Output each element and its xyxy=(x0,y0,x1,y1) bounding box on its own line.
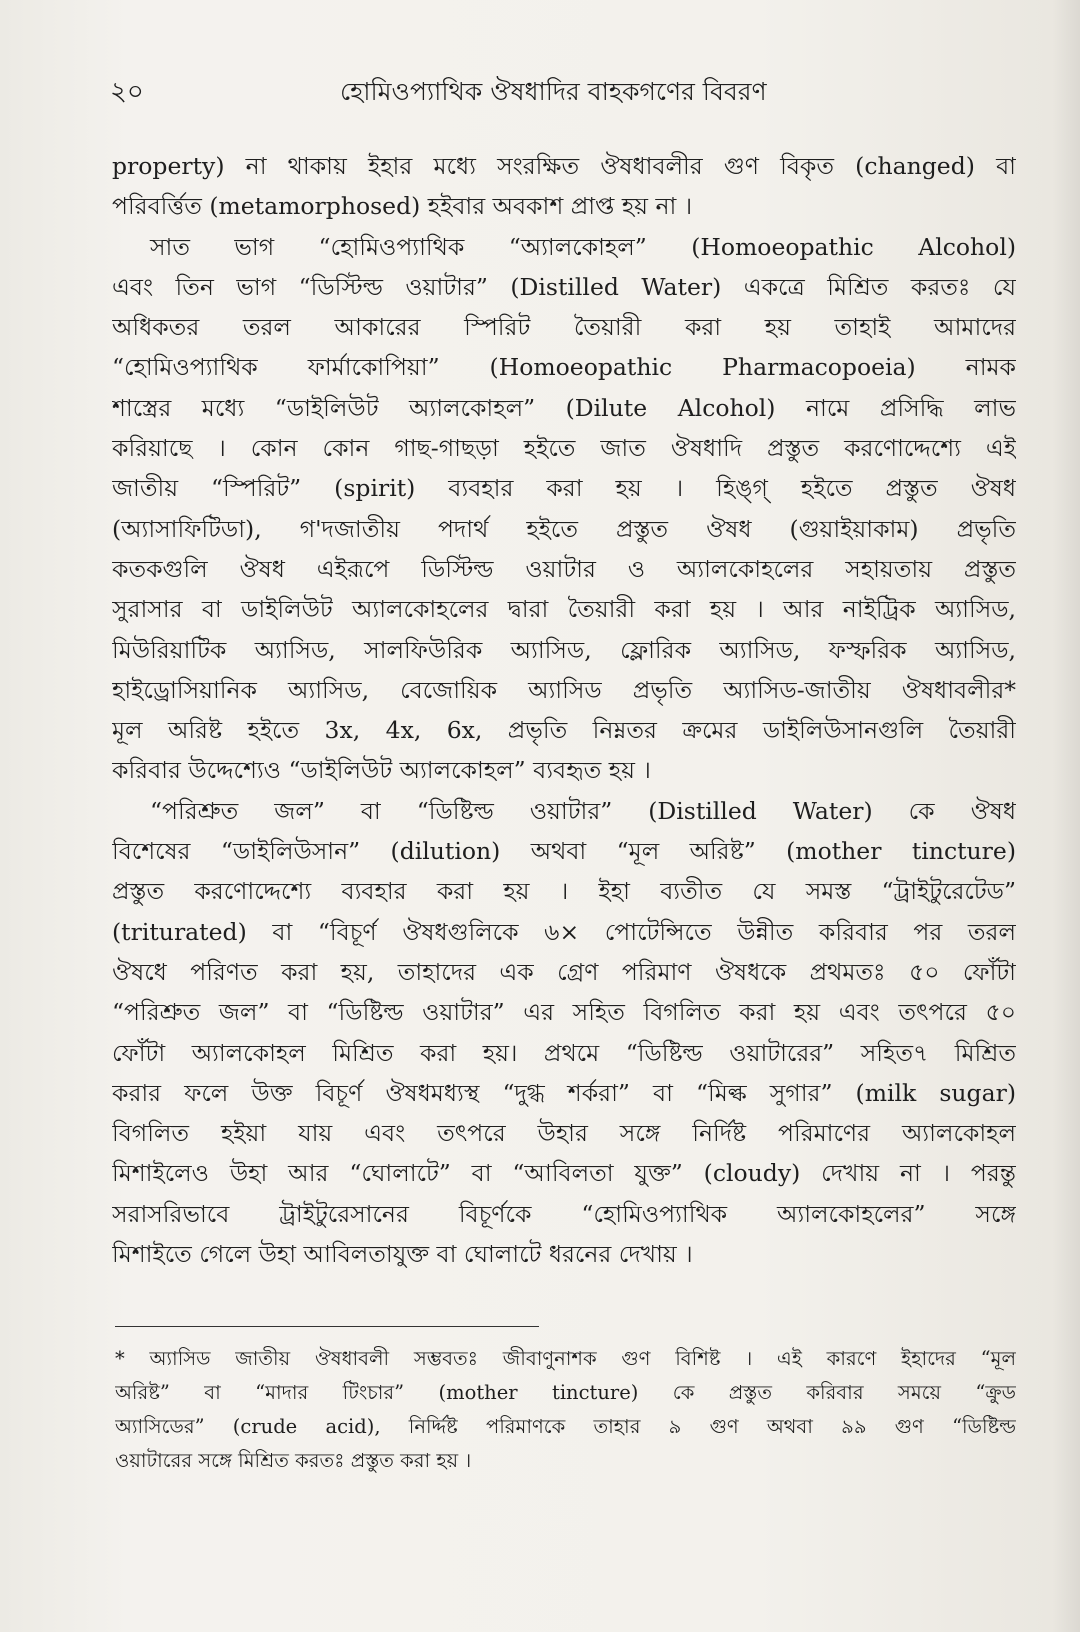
running-head xyxy=(110,72,910,116)
page-edge-shadow xyxy=(1052,0,1080,1632)
page-number: ২০ xyxy=(110,77,144,107)
body-line: মিশাইলেও উহা আর “ঘোলাটে” বা “আবিলতা যুক্ত” (cloudy) দেখায় না । পরন্তু xyxy=(112,1159,1016,1188)
body-line: “পরিশ্রুত জল” বা “ডিষ্টিল্ড ওয়াটার” এর সহিত বিগলিত করা হয় এবং তৎপরে ৫০ xyxy=(112,998,1016,1027)
body-line: বিগলিত হইয়া যায় এবং তৎপরে উহার সঙ্গে নির্দিষ্ট পরিমাণের অ্যালকোহল xyxy=(112,1119,1016,1148)
footnote-line: অ্যাসিডের” (crude acid), নির্দ্দিষ্ট পরিমাণকে তাহার ৯ গুণ অথবা ৯৯ গুণ “ডিষ্টিল্ড xyxy=(115,1415,1016,1438)
body-line: এবং তিন ভাগ “ডিস্টিল্ড ওয়াটার” (Distilled Water) একত্রে মিশ্রিত করতঃ যে xyxy=(112,272,1016,301)
body-line: সরাসরিভাবে ট্রাইটুরেসানের বিচূর্ণকে “হোমিওপ্যাথিক অ্যালকোহলের” সঙ্গে xyxy=(112,1199,1016,1228)
body-line: মিউরিয়াটিক অ্যাসিড, সালফিউরিক অ্যাসিড, ফ্লোরিক অ্যাসিড, ফস্ফরিক অ্যাসিড, xyxy=(112,635,1016,664)
body-line: করার ফলে উক্ত বিচূর্ণ ঔষধমধ্যস্থ “দুগ্ধ শর্করা” বা “মিল্ক সুগার” (milk sugar) xyxy=(112,1078,1016,1107)
body-line: মূল অরিষ্ট হইতে 3x, 4x, 6x, প্রভৃতি নিম্নতর ক্রমের ডাইলিউসানগুলি তৈয়ারী xyxy=(112,716,1016,745)
body-line: বিশেষের “ডাইলিউসান” (dilution) অথবা “মূল অরিষ্ট” (mother tincture) xyxy=(112,837,1016,866)
body-line: (অ্যাসাফিটিডা), গ'দজাতীয় পদার্থ হইতে প্রস্তুত ঔষধ (গুয়াইয়াকাম) প্রভৃতি xyxy=(112,514,1016,543)
body-line: শাস্ত্রের মধ্যে “ডাইলিউট অ্যালকোহল” (Dilute Alcohol) নামে প্রসিদ্ধি লাভ xyxy=(112,393,1016,422)
footnote-rule xyxy=(115,1326,539,1327)
body-line: সাত ভাগ “হোমিওপ্যাথিক “অ্যালকোহল” (Homoeopathic Alcohol) xyxy=(150,232,1016,261)
footnote-line: অরিষ্ট” বা “মাদার টিংচার” (mother tincture) কে প্রস্তুত করিবার সময়ে “ক্রুড xyxy=(115,1381,1016,1404)
body-line: ফোঁটা অ্যালকোহল মিশ্রিত করা হয়। প্রথমে “ডিষ্টিল্ড ওয়াটারের” সহিত৭ মিশ্রিত xyxy=(112,1038,1016,1067)
body-line: property) না থাকায় ইহার মধ্যে সংরক্ষিত ঔষধাবলীর গুণ বিকৃত (changed) বা xyxy=(112,152,1016,180)
body-line: পরিবর্ত্তিত (metamorphosed) হইবার অবকাশ প্রাপ্ত হয় না । xyxy=(112,192,693,221)
body-line: করিয়াছে । কোন কোন গাছ-গাছড়া হইতে জাত ঔষধাদি প্রস্তুত করণোদ্দেশ্যে এই xyxy=(112,434,1016,463)
body-line: প্রস্তুত করণোদ্দেশ্যে ব্যবহার করা হয় । ইহা ব্যতীত যে সমস্ত “ট্রাইটুরেটেড” xyxy=(112,877,1016,906)
body-line: করিবার উদ্দেশ্যেও “ডাইলিউট অ্যালকোহল” ব্যবহৃত হয় । xyxy=(112,756,651,785)
running-title: হোমিওপ্যাথিক ঔষধাদির বাহকগণের বিবরণ xyxy=(340,77,767,106)
body-line: কতকগুলি ঔষধ এইরূপে ডিস্টিল্ড ওয়াটার ও অ্যালকোহলের সহায়তায় প্রস্তুত xyxy=(112,554,1016,583)
footnote-line: * অ্যাসিড জাতীয় ঔষধাবলী সম্ভবতঃ জীবাণুনাশক গুণ বিশিষ্ট । এই কারণে ইহাদের “মূল xyxy=(115,1347,1016,1370)
body-text xyxy=(112,146,1016,1274)
body-line: (triturated) বা “বিচূর্ণ ঔষধগুলিকে ৬× পোটেন্সিতে উন্নীত করিবার পর তরল xyxy=(112,917,1016,946)
footnote-line: ওয়াটারের সঙ্গে মিশ্রিত করতঃ প্রস্তুত করা হয় । xyxy=(115,1449,472,1472)
body-line: হাইড্রোসিয়ানিক অ্যাসিড, বেজোয়িক অ্যাসিড প্রভৃতি অ্যাসিড-জাতীয় ঔষধাবলীর* xyxy=(112,675,1016,704)
body-line: “পরিশ্রুত জল” বা “ডিষ্টিল্ড ওয়াটার” (Distilled Water) কে ঔষধ xyxy=(150,796,1016,825)
footnote xyxy=(115,1342,1016,1478)
body-line: মিশাইতে গেলে উহা আবিলতাযুক্ত বা ঘোলাটে ধরনের দেখায় । xyxy=(112,1240,693,1269)
body-line: সুরাসার বা ডাইলিউট অ্যালকোহলের দ্বারা তৈয়ারী করা হয় । আর নাইট্রিক অ্যাসিড, xyxy=(112,595,1016,624)
body-line: ঔষধে পরিণত করা হয়, তাহাদের এক গ্রেণ পরিমাণ ঔষধকে প্রথমতঃ ৫০ ফোঁটা xyxy=(112,957,1016,986)
body-line: অধিকতর তরল আকারের স্পিরিট তৈয়ারী করা হয় তাহাই আমাদের xyxy=(112,313,1016,342)
body-line: “হোমিওপ্যাথিক ফার্মাকোপিয়া” (Homoeopathic Pharmacopoeia) নামক xyxy=(112,353,1016,382)
body-line: জাতীয় “স্পিরিট” (spirit) ব্যবহার করা হয় । হিঙ্গ্‌ হইতে প্রস্তুত ঔষধ xyxy=(112,474,1016,503)
